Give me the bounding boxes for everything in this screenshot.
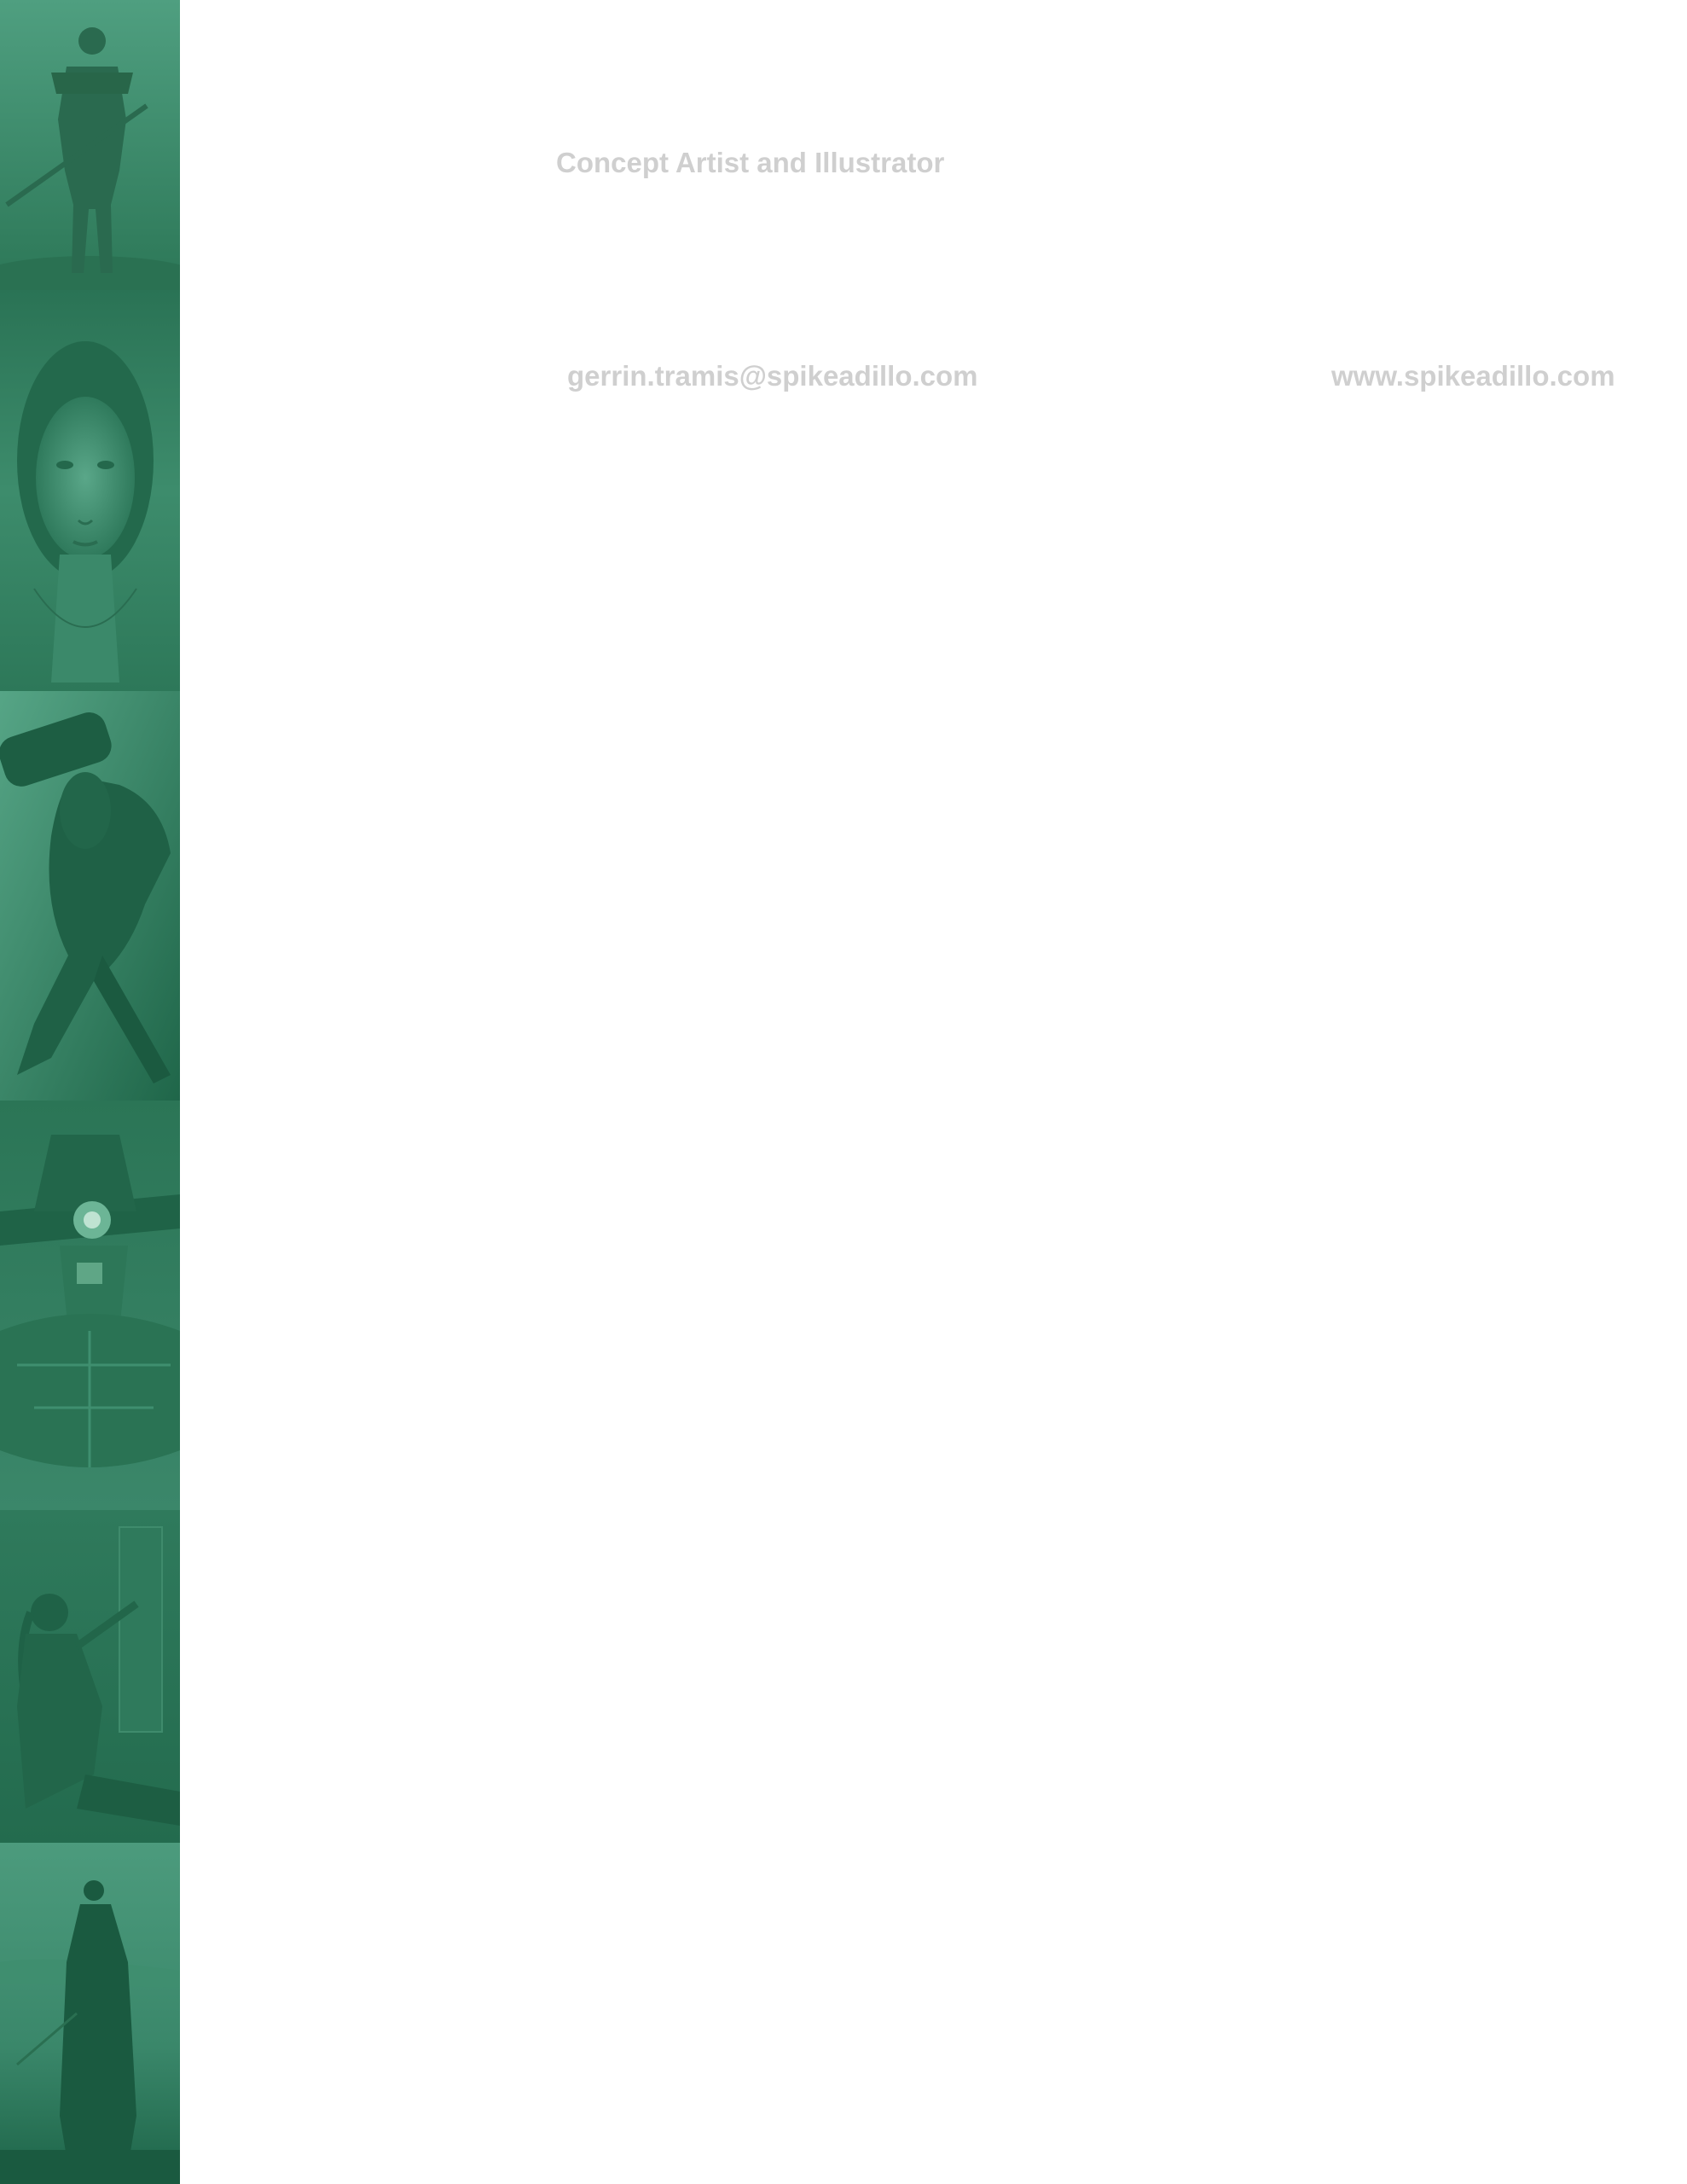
- alien-creature-panel: [0, 691, 180, 1101]
- artwork-sidebar: [0, 0, 180, 2184]
- cloaked-figure-panel: [0, 1843, 180, 2184]
- woman-profile-panel: [0, 1510, 180, 1843]
- woman-portrait-panel: [0, 290, 180, 691]
- tagline: Concept Artist and Illustrator: [556, 147, 945, 178]
- masked-figure-panel: [0, 1101, 180, 1510]
- email-address[interactable]: gerrin.tramis@spikeadillo.com: [567, 360, 978, 392]
- artwork-strip: [0, 0, 180, 2184]
- website-url[interactable]: www.spikeadillo.com: [1331, 360, 1615, 392]
- warrior-silhouette-panel: [0, 0, 180, 307]
